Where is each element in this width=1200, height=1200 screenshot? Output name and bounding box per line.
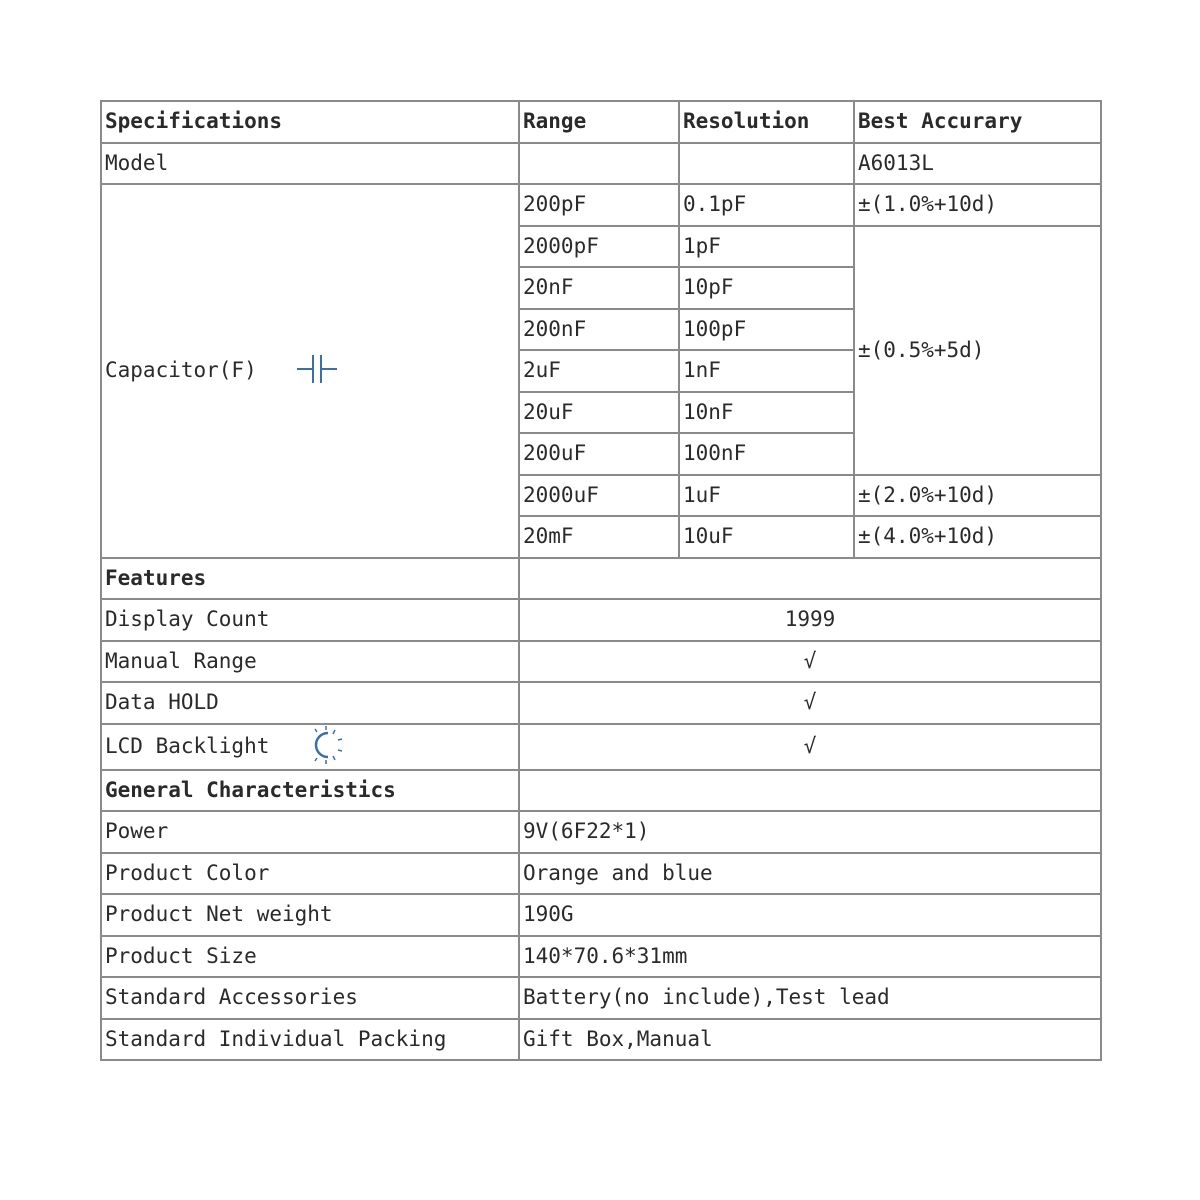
general-row (101, 1019, 1101, 1061)
capacitor-range: 200pF (519, 184, 679, 226)
model-resolution-empty (679, 143, 854, 185)
general-value: 140*70.6*31mm (519, 936, 1101, 978)
general-label: Product Net weight (101, 894, 519, 936)
general-row (101, 811, 1101, 853)
backlight-icon (308, 725, 344, 769)
feature-row (101, 724, 1101, 770)
feature-row (101, 682, 1101, 724)
general-label: Standard Individual Packing (101, 1019, 519, 1061)
feature-label: Manual Range (101, 641, 519, 683)
spec-sheet (100, 100, 1100, 1061)
capacitor-resolution: 1nF (679, 350, 854, 392)
general-label: Product Size (101, 936, 519, 978)
model-label: Model (101, 143, 519, 185)
capacitor-range: 20nF (519, 267, 679, 309)
capacitor-row (101, 184, 1101, 226)
capacitor-label: Capacitor(F) (105, 357, 257, 382)
features-header-row (101, 558, 1101, 600)
capacitor-range: 200nF (519, 309, 679, 351)
feature-label: Display Count (101, 599, 519, 641)
model-range-empty (519, 143, 679, 185)
capacitor-resolution: 100nF (679, 433, 854, 475)
capacitor-range: 2000uF (519, 475, 679, 517)
header-row (101, 101, 1101, 143)
feature-row (101, 599, 1101, 641)
general-value: 190G (519, 894, 1101, 936)
capacitor-icon (295, 349, 339, 393)
capacitor-resolution: 100pF (679, 309, 854, 351)
features-title: Features (101, 558, 519, 600)
general-header-row (101, 770, 1101, 812)
header-resolution: Resolution (679, 101, 854, 143)
general-title: General Characteristics (101, 770, 519, 812)
general-row (101, 894, 1101, 936)
general-row (101, 977, 1101, 1019)
model-row (101, 143, 1101, 185)
feature-label: LCD Backlight (105, 733, 270, 758)
general-value: Orange and blue (519, 853, 1101, 895)
capacitor-resolution: 1pF (679, 226, 854, 268)
capacitor-range: 2uF (519, 350, 679, 392)
capacitor-resolution: 0.1pF (679, 184, 854, 226)
feature-label-cell (101, 724, 519, 770)
general-value: 9V(6F22*1) (519, 811, 1101, 853)
capacitor-resolution: 10uF (679, 516, 854, 558)
general-row (101, 853, 1101, 895)
general-label: Product Color (101, 853, 519, 895)
spec-table (100, 100, 1102, 1061)
feature-value: √ (519, 682, 1101, 724)
capacitor-range: 2000pF (519, 226, 679, 268)
capacitor-range: 20uF (519, 392, 679, 434)
capacitor-accuracy: ±(2.0%+10d) (854, 475, 1101, 517)
feature-value: √ (519, 724, 1101, 770)
capacitor-accuracy: ±(1.0%+10d) (854, 184, 1101, 226)
capacitor-resolution: 1uF (679, 475, 854, 517)
capacitor-resolution: 10pF (679, 267, 854, 309)
header-specifications: Specifications (101, 101, 519, 143)
feature-row (101, 641, 1101, 683)
capacitor-resolution: 10nF (679, 392, 854, 434)
general-label: Power (101, 811, 519, 853)
general-header-empty (519, 770, 1101, 812)
header-best-accuracy: Best Accurary (854, 101, 1101, 143)
feature-value: √ (519, 641, 1101, 683)
header-range: Range (519, 101, 679, 143)
features-header-empty (519, 558, 1101, 600)
capacitor-range: 20mF (519, 516, 679, 558)
general-label: Standard Accessories (101, 977, 519, 1019)
model-value: A6013L (854, 143, 1101, 185)
capacitor-accuracy: ±(4.0%+10d) (854, 516, 1101, 558)
feature-label: Data HOLD (101, 682, 519, 724)
capacitor-label-cell (101, 184, 519, 558)
general-row (101, 936, 1101, 978)
capacitor-accuracy-merged: ±(0.5%+5d) (854, 226, 1101, 475)
general-value: Battery(no include),Test lead (519, 977, 1101, 1019)
general-value: Gift Box,Manual (519, 1019, 1101, 1061)
capacitor-range: 200uF (519, 433, 679, 475)
feature-value: 1999 (519, 599, 1101, 641)
